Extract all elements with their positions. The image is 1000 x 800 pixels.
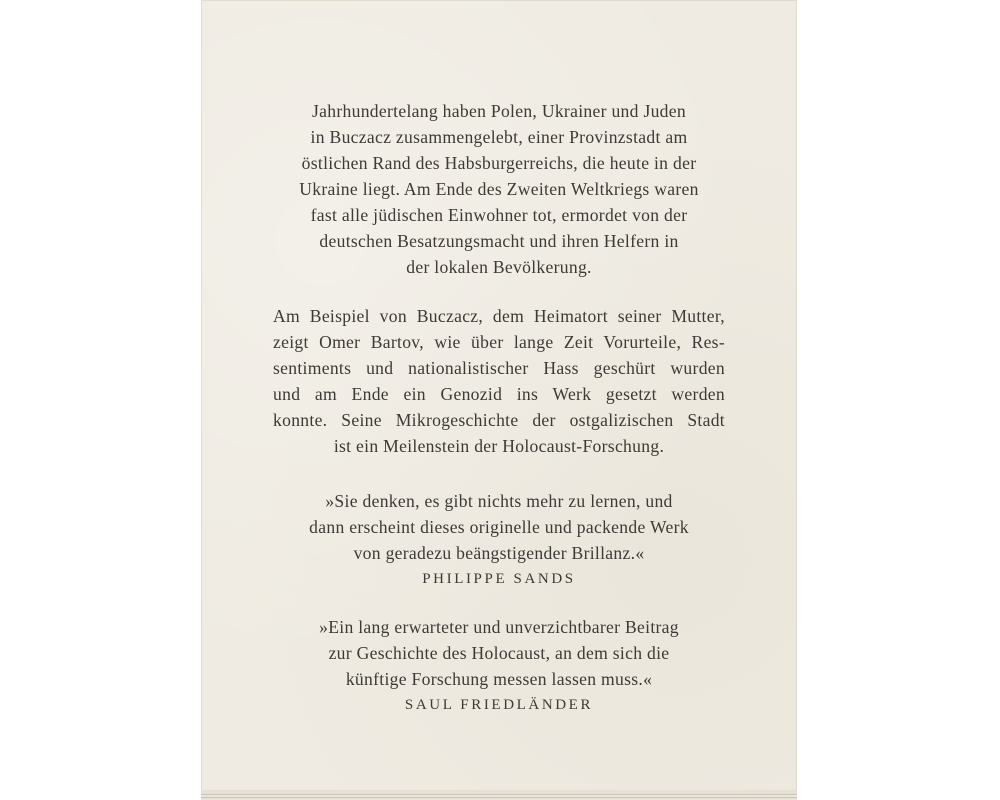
text-line: fast alle jüdischen Einwohner tot, ermordet von der [310,205,688,225]
quote-line: von geradezu beängstigender Brillanz.« [353,543,645,563]
quote-line: künftige Forschung messen lassen muss.« [345,669,653,689]
text-line: der lokalen Bevölkerung. [406,257,592,277]
quote-line: dann erscheint dieses originelle und packende Werk [309,517,689,537]
blurb-paragraph-2 [273,303,725,459]
text-line: östlichen Rand des Habsburgerreichs, die heute in der [301,153,697,173]
quote-line: »Ein lang erwarteter und unverzichtbarer Beitrag [319,617,679,637]
page-edge [201,790,797,800]
book-back-cover [201,0,797,800]
text-line: Ukraine liegt. Am Ende des Zweiten Weltkriegs waren [299,179,699,199]
quote-line: »Sie denken, es gibt nichts mehr zu lernen, und [325,491,673,511]
text-line: ist ein Meilenstein der Holocaust-Forschung. [333,436,665,456]
quote-author: PHILIPPE SANDS [422,571,576,587]
text-line: deutschen Besatzungsmacht und ihren Helfern in [319,231,679,251]
text-line: zeigt Omer Bartov, wie über lange Zeit Vorurteile, Res- [273,332,725,352]
text-line: Am Beispiel von Buczacz, dem Heimatort seiner Mutter, [273,306,725,326]
review-quote-1 [273,488,725,592]
text-line: konnte. Seine Mikrogeschichte der ostgalizischen Stadt [273,410,725,430]
quote-author: SAUL FRIEDLÄNDER [404,697,594,713]
quote-line: zur Geschichte des Holocaust, an dem sich die [328,643,670,663]
blurb-paragraph-1 [273,98,725,280]
text-line: sentiments und nationalistischer Hass geschürt wurden [273,358,725,378]
text-line: und am Ende ein Genozid ins Werk gesetzt werden [273,384,725,404]
review-quote-2 [273,614,725,718]
text-line: Jahrhundertelang haben Polen, Ukrainer und Juden [312,101,686,121]
text-line: in Buczacz zusammengelebt, einer Provinzstadt am [310,127,688,147]
